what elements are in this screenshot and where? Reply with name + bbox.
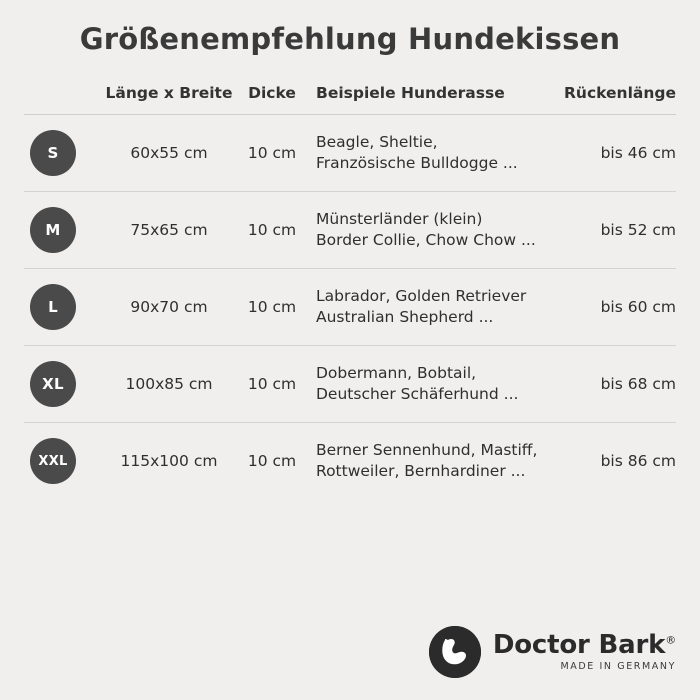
size-recommendation-table: [24, 84, 676, 499]
breeds-line-1: Berner Sennenhund, Mastiff,: [316, 441, 538, 460]
breeds-line-1: Labrador, Golden Retriever: [316, 287, 527, 306]
breeds-line-2: Rottweiler, Bernhardiner ...: [316, 462, 526, 480]
status-badge: XL: [30, 361, 76, 407]
dimensions-value: 100x85 cm: [125, 375, 213, 393]
column-header-back-length: Rückenlänge: [563, 84, 676, 102]
thickness-value: 10 cm: [247, 221, 297, 239]
size-badge-cell: [24, 346, 102, 423]
breeds-line-2: Deutscher Schäferhund ...: [316, 385, 519, 403]
table-body: [24, 115, 676, 500]
thickness-value: 10 cm: [247, 298, 297, 316]
back-length-value: bis 46 cm: [600, 144, 676, 162]
breeds-value: [308, 346, 562, 423]
table-row: [24, 269, 676, 346]
table-header-row: [24, 84, 676, 115]
brand-tagline: MADE IN GERMANY: [560, 661, 676, 673]
brand-footer: [429, 626, 676, 678]
column-header-breeds: Beispiele Hunderasse: [316, 84, 505, 102]
size-badge-cell: [24, 423, 102, 500]
brand-text-block: [493, 632, 676, 672]
breeds-value: [308, 192, 562, 269]
breeds-line-1: Beagle, Sheltie,: [316, 133, 438, 152]
dimensions-value: 60x55 cm: [130, 144, 208, 162]
table-row: [24, 423, 676, 500]
column-header-dimensions: Länge x Breite: [105, 84, 233, 102]
dimensions-value: 115x100 cm: [120, 452, 218, 470]
dimensions-value: 90x70 cm: [130, 298, 208, 316]
thickness-value: 10 cm: [247, 452, 297, 470]
back-length-value: bis 68 cm: [600, 375, 676, 393]
brand-name-text: Doctor Bark: [492, 630, 666, 661]
dog-head-icon: [429, 626, 481, 678]
column-header-size: [24, 84, 102, 115]
registered-mark: ®: [665, 633, 676, 647]
size-badge-cell: [24, 192, 102, 269]
breeds-line-1: Münsterländer (klein): [316, 210, 483, 229]
status-badge: M: [30, 207, 76, 253]
thickness-value: 10 cm: [247, 375, 297, 393]
back-length-value: bis 60 cm: [600, 298, 676, 316]
back-length-value: bis 86 cm: [600, 452, 676, 470]
status-badge: L: [30, 284, 76, 330]
size-badge-cell: [24, 269, 102, 346]
table-header: [24, 84, 676, 115]
breeds-value: [308, 423, 562, 500]
breeds-line-1: Dobermann, Bobtail,: [316, 364, 477, 383]
column-header-thickness: Dicke: [248, 84, 296, 102]
thickness-value: 10 cm: [247, 144, 297, 162]
table-row: [24, 192, 676, 269]
breeds-line-2: Französische Bulldogge ...: [316, 154, 518, 172]
brand-name: [492, 630, 676, 661]
size-badge-cell: [24, 115, 102, 192]
breeds-line-2: Border Collie, Chow Chow ...: [316, 231, 536, 249]
status-badge: XXL: [30, 438, 76, 484]
table-row: [24, 346, 676, 423]
breeds-value: [308, 269, 562, 346]
page-title: Größenempfehlung Hundekissen: [79, 22, 621, 56]
breeds-value: [308, 115, 562, 192]
table-row: [24, 115, 676, 192]
breeds-line-2: Australian Shepherd ...: [316, 308, 494, 326]
dimensions-value: 75x65 cm: [130, 221, 208, 239]
back-length-value: bis 52 cm: [600, 221, 676, 239]
status-badge: S: [30, 130, 76, 176]
